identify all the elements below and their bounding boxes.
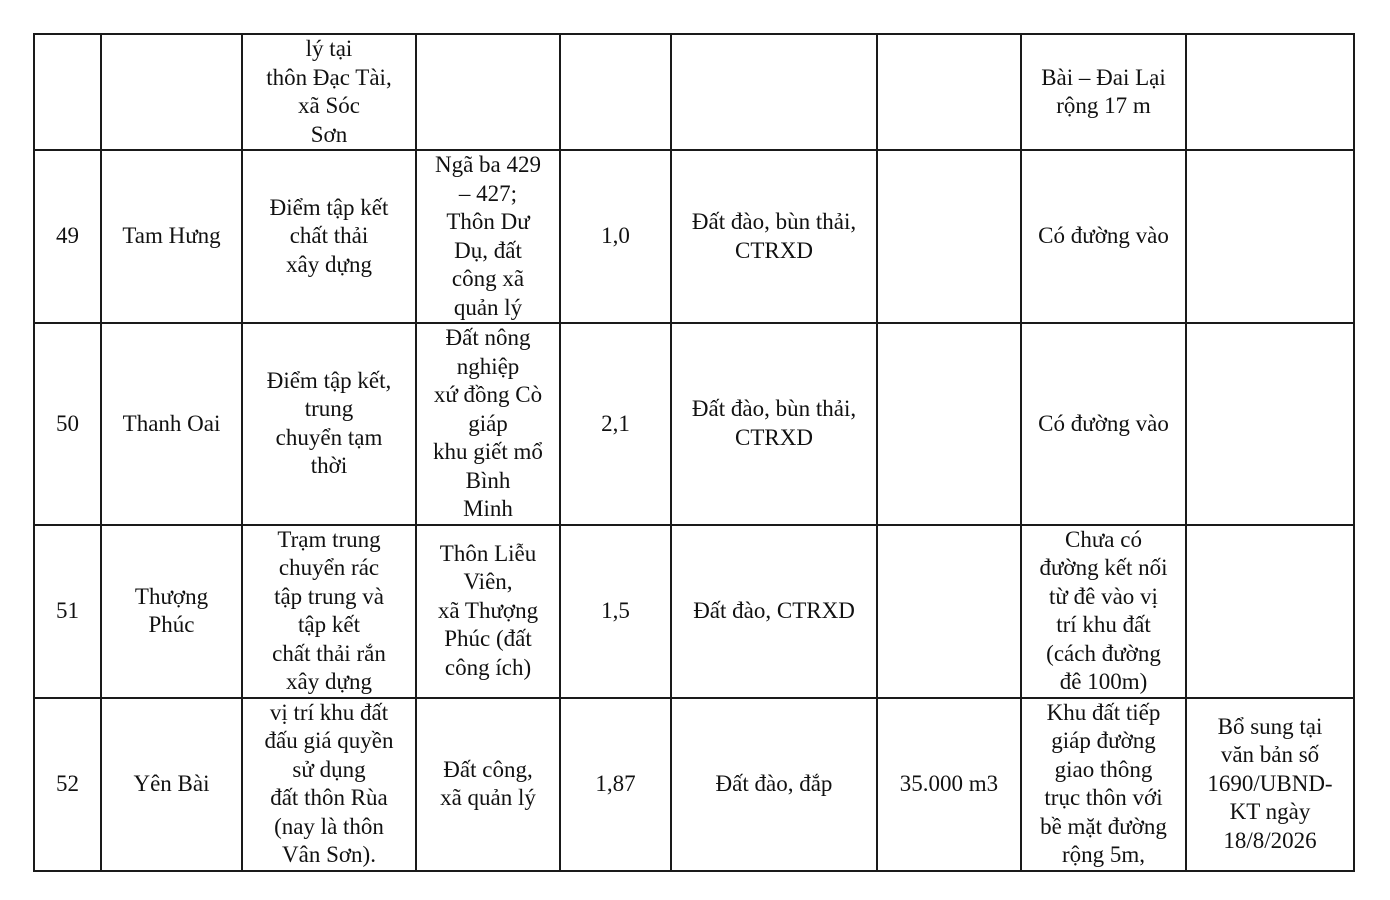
cell-text-line: Dụ, đất xyxy=(454,237,522,263)
traffic-cell xyxy=(1021,698,1186,871)
cell-text-line: xứ đồng Cò xyxy=(433,382,543,407)
cell-text-line: Đất đào, bùn thải, xyxy=(691,209,857,234)
cell-text-line: đấu giá quyền xyxy=(264,728,394,753)
table-row xyxy=(34,150,1354,323)
cell-text-line: Ngã ba 429 xyxy=(434,152,542,177)
location-cell xyxy=(416,150,560,323)
cell-text-line: Sơn xyxy=(310,121,348,147)
cell-text-line: Tam Hưng xyxy=(122,223,221,249)
cell-text-line: Bổ sung tại xyxy=(1217,713,1323,739)
note-cell xyxy=(1186,525,1354,698)
cell-text: 50 xyxy=(56,410,79,436)
land-site-table xyxy=(33,33,1355,872)
cell-text-line: chất thải xyxy=(289,223,369,249)
cell-text-line: Trạm trung xyxy=(277,526,381,552)
cell-text-line: Chưa có xyxy=(1065,526,1142,552)
commune-cell xyxy=(101,525,242,698)
material-cell xyxy=(671,150,877,323)
capacity-cell xyxy=(877,323,1021,525)
material-cell xyxy=(671,34,877,150)
table-row xyxy=(34,525,1354,698)
cell-text-line: trí khu đất xyxy=(1056,612,1151,637)
function-cell xyxy=(242,150,416,323)
function-cell xyxy=(242,525,416,698)
row-number-cell xyxy=(34,323,101,525)
cell-text-line: Đất công, xyxy=(443,756,533,782)
function-cell xyxy=(242,698,416,871)
cell-text-line: 18/8/2026 xyxy=(1223,827,1317,853)
cell-text-line: trục thôn với xyxy=(1044,785,1163,810)
cell-text-line: Đất đào, đắp xyxy=(715,770,833,796)
cell-text-line: nghiệp xyxy=(456,353,520,379)
cell-text-line: 1690/UBND- xyxy=(1207,770,1333,796)
cell-text-line: chuyển rác xyxy=(278,555,380,580)
cell-text-line: Điểm tập kết xyxy=(269,194,389,220)
cell-text-line: xã quản lý xyxy=(440,785,536,810)
cell-text: 51 xyxy=(56,597,79,623)
cell-text-line: Thôn Liễu xyxy=(439,540,537,566)
cell-text-line: Vân Sơn). xyxy=(282,842,376,867)
traffic-cell xyxy=(1021,323,1186,525)
function-cell xyxy=(242,323,416,525)
location-cell xyxy=(416,34,560,150)
cell-text-line: CTRXD xyxy=(735,424,813,450)
cell-text-line: Yên Bài xyxy=(133,770,210,796)
cell-text-line: đất thôn Rùa xyxy=(270,785,388,810)
area-cell xyxy=(560,323,671,525)
capacity-cell xyxy=(877,525,1021,698)
cell-text-line: khu giết mổ xyxy=(433,439,543,464)
cell-text-line: giáp xyxy=(468,410,508,436)
cell-text-line: văn bản số xyxy=(1220,742,1320,768)
cell-text-line: chất thải rắn xyxy=(272,640,386,666)
cell-text-line: Thôn Dư xyxy=(446,209,530,234)
cell-text-line: bề mặt đường xyxy=(1040,813,1167,839)
cell-text-line: Thượng xyxy=(134,583,209,609)
note-cell xyxy=(1186,323,1354,525)
note-cell xyxy=(1186,150,1354,323)
cell-text-line: Thanh Oai xyxy=(122,410,221,436)
note-cell xyxy=(1186,34,1354,150)
cell-text-line: công ích) xyxy=(444,654,532,680)
material-cell xyxy=(671,698,877,871)
cell-text-line: xây dựng xyxy=(286,251,372,277)
area-cell xyxy=(560,150,671,323)
cell-text-line: (cách đường xyxy=(1046,640,1161,666)
cell-text-line: – 427; xyxy=(458,180,518,206)
cell-text-line: xã Thượng xyxy=(437,597,539,623)
area-cell xyxy=(560,698,671,871)
table-row xyxy=(34,698,1354,871)
commune-cell xyxy=(101,150,242,323)
cell-text-line: quản lý xyxy=(453,294,523,320)
area-cell xyxy=(560,525,671,698)
commune-cell xyxy=(101,323,242,525)
cell-text: 49 xyxy=(56,223,79,249)
cell-text-line: Minh xyxy=(463,496,513,521)
cell-text-line: Điểm tập kết, xyxy=(266,367,392,393)
note-cell xyxy=(1186,698,1354,871)
cell-text-line: chuyển tạm xyxy=(275,424,383,450)
table-row xyxy=(34,34,1354,150)
cell-text: 1,0 xyxy=(601,223,630,249)
cell-text-line: Đất nông xyxy=(445,325,531,350)
capacity-cell xyxy=(877,34,1021,150)
cell-text: 1,87 xyxy=(595,770,636,796)
cell-text-line: Bài – Đai Lại xyxy=(1041,64,1166,90)
row-number-cell xyxy=(34,150,101,323)
cell-text: 2,1 xyxy=(601,410,630,436)
cell-text: 52 xyxy=(56,770,79,796)
cell-text-line: Có đường vào xyxy=(1038,410,1169,436)
cell-text-line: xây dựng xyxy=(286,669,372,694)
cell-text-line: thôn Đạc Tài, xyxy=(266,64,392,90)
cell-text-line: Có đường vào xyxy=(1038,223,1169,249)
cell-text-line: Phúc (đất xyxy=(444,626,532,652)
cell-text-line: sử dụng xyxy=(292,756,366,782)
material-cell xyxy=(671,323,877,525)
cell-text-line: vị trí khu đất xyxy=(269,699,389,725)
commune-cell xyxy=(101,34,242,150)
traffic-cell xyxy=(1021,525,1186,698)
cell-text-line: tập trung và xyxy=(274,583,384,609)
cell-text-line: giáp đường xyxy=(1051,728,1156,753)
cell-text: 35.000 m3 xyxy=(899,770,999,796)
cell-text-line: Đất đào, bùn thải, xyxy=(691,396,857,422)
cell-text-line: Phúc xyxy=(148,612,195,637)
capacity-cell xyxy=(877,150,1021,323)
cell-text-line: đê 100m) xyxy=(1059,669,1148,694)
cell-text-line: thời xyxy=(310,453,348,479)
cell-text-line: KT ngày xyxy=(1229,799,1311,825)
location-cell xyxy=(416,698,560,871)
row-number-cell xyxy=(34,698,101,871)
cell-text-line: rộng 5m, xyxy=(1061,842,1146,867)
cell-text-line: lý tại xyxy=(305,36,353,61)
cell-text: 1,5 xyxy=(601,597,630,623)
cell-text-line: xã Sóc xyxy=(298,93,360,118)
cell-text-line: giao thông xyxy=(1054,756,1153,782)
capacity-cell xyxy=(877,698,1021,871)
table-body xyxy=(34,34,1354,871)
cell-text-line: công xã xyxy=(451,266,525,291)
traffic-cell xyxy=(1021,34,1186,150)
commune-cell xyxy=(101,698,242,871)
cell-text-line: từ đê vào vị xyxy=(1049,583,1158,609)
cell-text-line: Viên, xyxy=(463,569,513,595)
location-cell xyxy=(416,323,560,525)
cell-text-line: CTRXD xyxy=(735,237,813,263)
cell-text-line: tập kết xyxy=(298,612,360,637)
table-row xyxy=(34,323,1354,525)
cell-text-line: trung xyxy=(304,396,354,422)
function-cell xyxy=(242,34,416,150)
cell-text-line: Khu đất tiếp xyxy=(1046,699,1161,725)
row-number-cell xyxy=(34,525,101,698)
cell-text-line: Đất đào, CTRXD xyxy=(693,597,855,623)
row-number-cell xyxy=(34,34,101,150)
material-cell xyxy=(671,525,877,698)
cell-text-line: Bình xyxy=(465,467,511,493)
area-cell xyxy=(560,34,671,150)
cell-text-line: (nay là thôn xyxy=(274,813,384,839)
cell-text-line: đường kết nối xyxy=(1039,555,1168,580)
location-cell xyxy=(416,525,560,698)
cell-text-line: rộng 17 m xyxy=(1056,93,1151,118)
traffic-cell xyxy=(1021,150,1186,323)
